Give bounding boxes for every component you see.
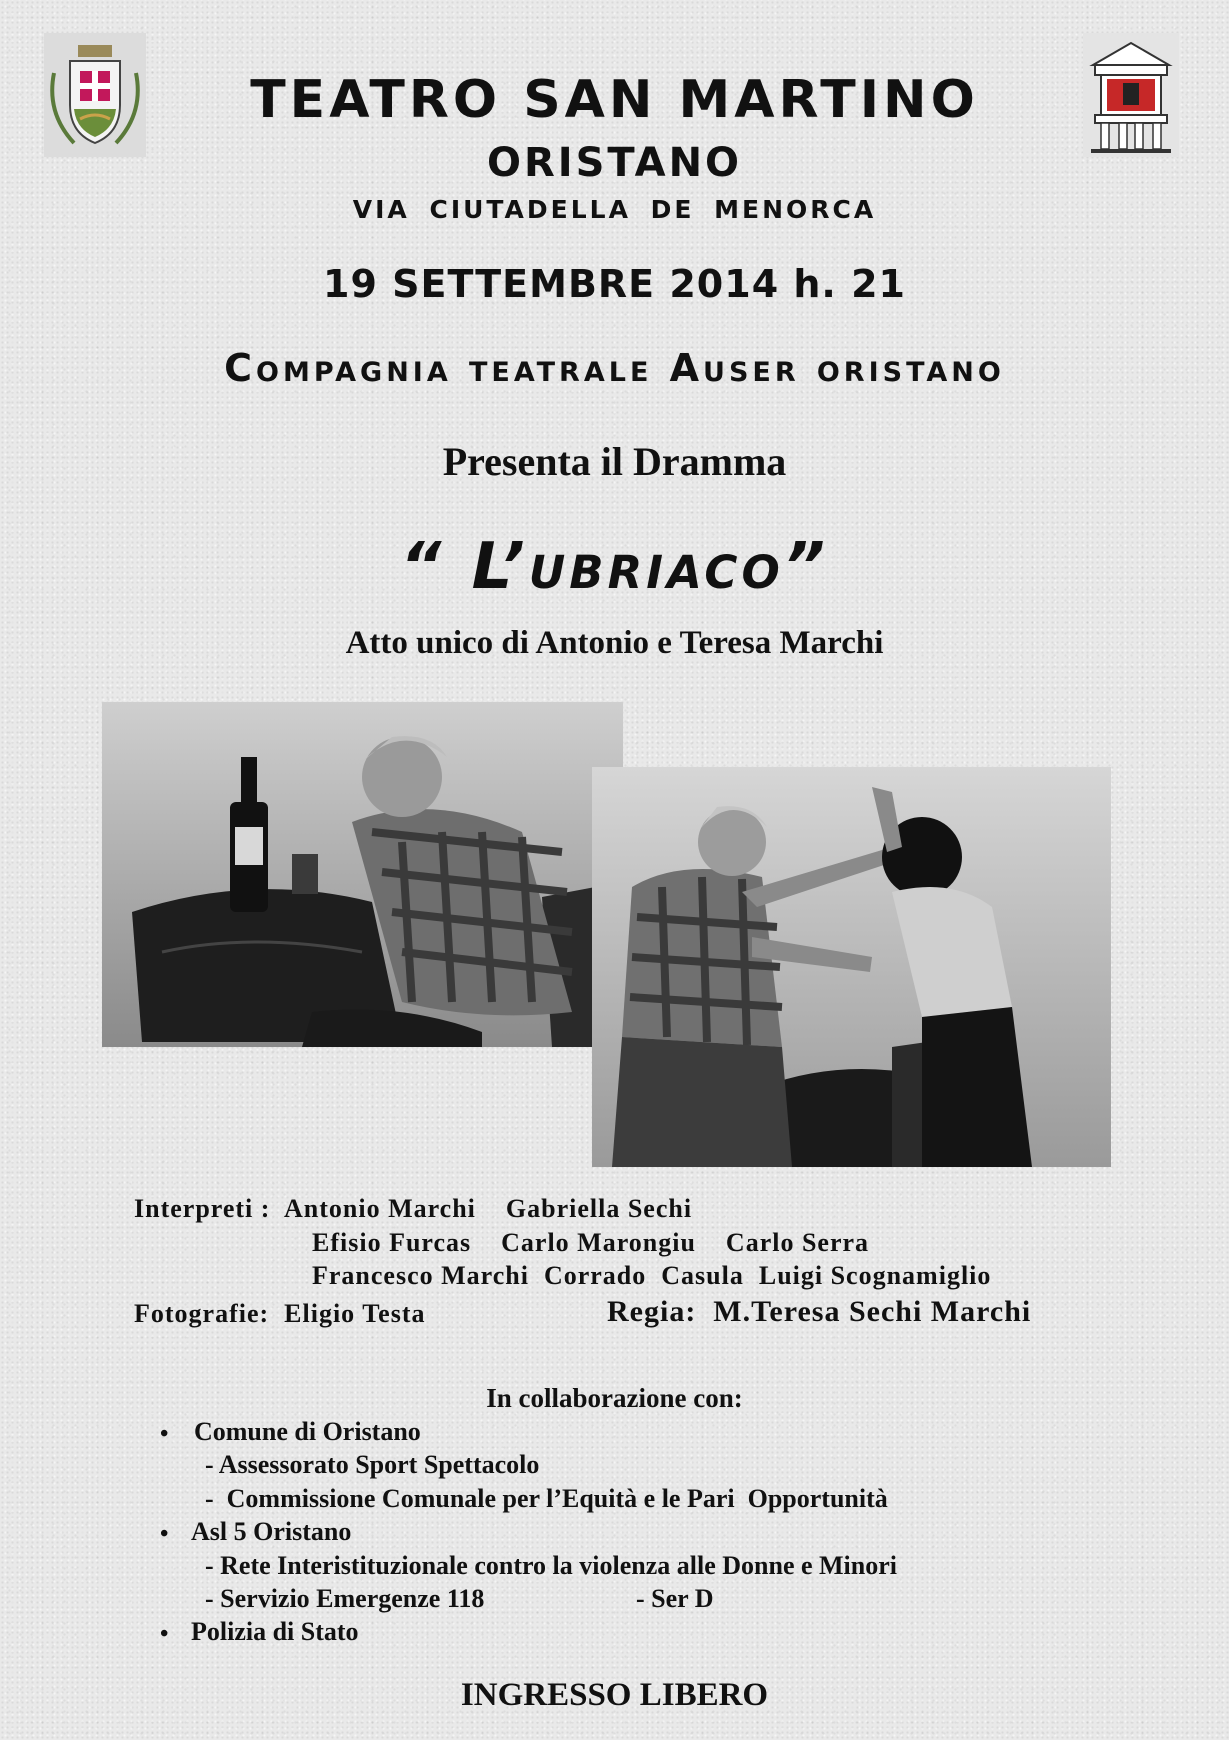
list-bullet: •	[160, 1621, 169, 1647]
list-item: Comune di Oristano	[194, 1417, 421, 1446]
list-item: Asl 5 Oristano	[191, 1517, 352, 1546]
play-authors: Atto unico di Antonio e Teresa Marchi	[345, 625, 884, 661]
list-subitem: - Servizio Emergenze 118	[205, 1584, 485, 1613]
event-date: 19 SETTEMBRE 2014 h. 21	[323, 262, 906, 306]
list-item: Polizia di Stato	[191, 1617, 359, 1646]
stage-photo-drinker	[102, 702, 623, 1047]
theater-address: VIA CIUTADELLA DE MENORCA	[352, 195, 877, 224]
credits-director: Regia: M.Teresa Sechi Marchi	[607, 1295, 1032, 1328]
credits-interpreters-line3: Francesco Marchi Corrado Casula Luigi Scognamiglio	[312, 1261, 992, 1290]
theater-name: TEATRO SAN MARTINO	[250, 70, 979, 130]
free-entry-notice: INGRESSO LIBERO	[460, 1677, 769, 1713]
credits-interpreters-line1: Interpreti : Antonio Marchi Gabriella Sechi	[134, 1194, 693, 1223]
collaboration-title: In collaborazione con:	[486, 1383, 743, 1413]
list-subitem: - Rete Interistituzionale contro la violenza alle Donne e Minori	[205, 1551, 898, 1580]
play-title: “ L’ubriaco”	[400, 530, 829, 604]
list-subitem: - Assessorato Sport Spettacolo	[205, 1450, 540, 1479]
list-bullet: •	[160, 1421, 169, 1447]
credits-photography: Fotografie: Eligio Testa	[134, 1299, 426, 1328]
credits-interpreters-line2: Efisio Furcas Carlo Marongiu Carlo Serra	[312, 1228, 870, 1257]
list-subitem: - Commissione Comunale per l’Equità e le Pari Opportunità	[205, 1484, 888, 1513]
list-bullet: •	[160, 1521, 169, 1547]
presents-line: Presenta il Dramma	[442, 439, 787, 484]
city-name: ORISTANO	[486, 140, 743, 186]
company-name: Compagnia teatrale Auser oristano	[224, 346, 1005, 390]
list-subitem: - Ser D	[636, 1584, 714, 1613]
stage-photo-struggle	[592, 767, 1111, 1167]
